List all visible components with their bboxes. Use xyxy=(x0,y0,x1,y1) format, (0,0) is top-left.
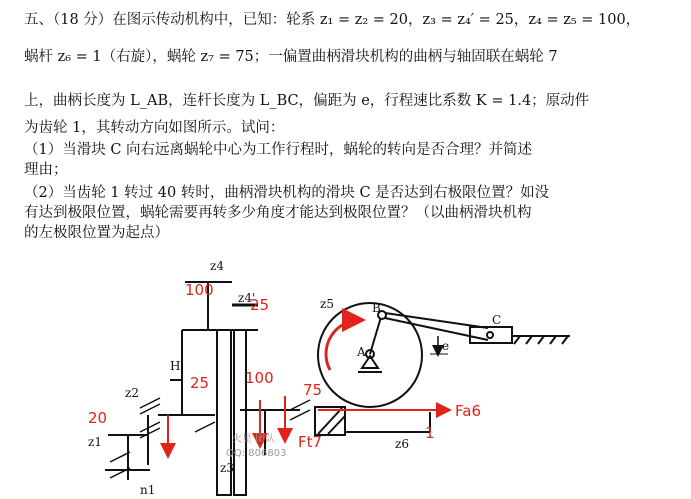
gear-z3 xyxy=(234,330,246,495)
watermark xyxy=(226,432,286,459)
problem-line-3: 上，曲柄长度为 L_AB，连杆长度为 L_BC，偏距为 e，行程速比系数 K = 1.4；原动件 xyxy=(24,93,590,109)
problem-line-1: 五、（18 分）在图示传动机构中，已知：轮系 z₁ = z₂ = 20，z₃ = z₄′ = 25，z₄ = z₅ = 100， xyxy=(24,12,641,28)
watermark-line-1: 火星 团队 xyxy=(232,434,276,445)
annot-25-mid: 25 xyxy=(190,374,210,392)
annot-100-mid: 100 xyxy=(245,369,274,387)
problem-line-6: 理由； xyxy=(24,162,68,178)
watermark-line-2: QQ: 806803 xyxy=(226,448,287,459)
label-z2: z2 xyxy=(125,386,139,400)
label-c: C xyxy=(492,313,502,327)
joint-c xyxy=(487,332,493,338)
worm-wheel xyxy=(318,303,570,407)
diagram-labels xyxy=(88,259,501,497)
annot-fa6: Fa6 xyxy=(455,402,481,420)
annot-ft7: Ft7 xyxy=(298,433,323,451)
annot-1: 1 xyxy=(425,424,435,442)
label-z6: z6 xyxy=(395,437,409,451)
problem-line-7: （2）当齿轮 1 转过 40 转时，曲柄滑块机构的滑块 C 是否达到右极限位置？如没 xyxy=(24,185,550,201)
label-z3: z3 xyxy=(220,461,234,475)
label-a: A xyxy=(357,345,366,359)
problem-line-9: 的左极限位置为起点） xyxy=(24,225,169,241)
problem-line-4: 为齿轮 1，其转动方向如图所示。试问： xyxy=(24,120,285,136)
problem-line-2: 蜗杆 z₆ = 1（右旋），蜗轮 z₇ = 75；一偏置曲柄滑块机构的曲柄与轴固联在蜗轮 7 xyxy=(24,49,558,65)
annot-100-top: 100 xyxy=(185,281,214,299)
label-h: H xyxy=(170,359,181,373)
label-z7: z5 xyxy=(320,297,334,311)
worm-shaft xyxy=(315,407,430,435)
annot-20: 20 xyxy=(88,409,108,427)
crank-ab xyxy=(370,317,381,354)
label-z4: z4 xyxy=(210,259,224,273)
problem-line-5: （1）当滑块 C 向右远离蜗轮中心为工作行程时，蜗轮的转向是否合理？并简述 xyxy=(24,142,533,158)
mechanism-diagram xyxy=(0,255,691,499)
label-z4-prime: z4' xyxy=(238,291,256,305)
problem-line-8: 有达到极限位置，蜗轮需要再转多少角度才能达到极限位置？（以曲柄滑块机构 xyxy=(24,205,532,221)
label-b: B xyxy=(372,301,381,315)
label-n1: n1 xyxy=(140,483,156,497)
annot-75: 75 xyxy=(303,381,323,399)
annot-25-top: 25 xyxy=(250,296,270,314)
label-z1: z1 xyxy=(88,435,102,449)
label-e: e xyxy=(442,339,450,353)
